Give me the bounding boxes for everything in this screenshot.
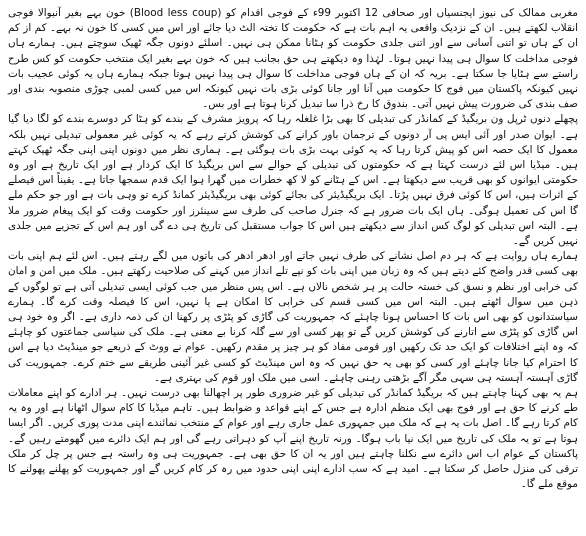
article-paragraph-3: ہمارے ہاں روایت ہے کہ ہر دم اصل نشانے کی طرف نہیں جاتے اور ادھر ادھر کی باتوں میں لگے رہتے ہیں۔ اس لئے ہم اپنی بات بھی کسی قدر واضح کئے دیتے ہیں کہ وہ زبان میں اپنی بات کو نپے تلے انداز میں کہنے کی صلاحیت رکھتے ہیں۔ ملک میں امن و امان کی خرابی اور نظم و نسق کی خستہ حالت پر ہر شخص نالاں ہے۔ اس پس منظر میں جب کوئی ایسی تبدیلی آتی ہے تو لوگوں کے ذہن میں سوال اٹھتے ہیں۔ البتہ اس میں کسی قسم کی خرابی کا امکان ہے یا نہیں، اس کا فیصلہ وقت کرے گا۔ ہمارے سیاستدانوں کو بھی اس بات کا احساس ہونا چاہئے کہ جمہوریت کی گاڑی کو پٹڑی پر رکھنا ان کی ذمہ داری ہے۔ اگر وہ خود ہی اس گاڑی کو پٹڑی سے اتارنے کی کوشش کریں گے تو پھر کسی اور سے گلہ کرنا بے معنی ہے۔ ملک کی سیاسی جماعتوں کو چاہئے کہ وہ اپنے اختلافات کو ایک حد تک رکھیں اور قومی مفاد کو ہر چیز پر مقدم رکھیں۔ عوام نے ووٹ کے ذریعے جو مینڈیٹ دیا ہے اس کا احترام کیا جانا چاہئے اور کسی کو بھی یہ حق نہیں کہ وہ اس مینڈیٹ کو کسی غیر آئینی طریقے سے ختم کرے۔ جمہوریت کی گاڑی آہستہ آہستہ ہی سہی مگر آگے بڑھتی رہنی چاہئے۔ اسی میں ملک اور قوم کی بہتری ہے۔: [8, 250, 578, 384]
article-paragraph-4: ہم یہ بھی کہنا چاہتے ہیں کہ بریگیڈ کمانڈر کی تبدیلی کو غیر ضروری طور پر اچھالنا بھی درست نہیں۔ ہر ادارے کو اپنے معاملات طے کرنے کا حق ہے اور فوج بھی ایک منظم ادارہ ہے جس کے اپنے قواعد و ضوابط ہیں۔ تاہم میڈیا کا کام سوال اٹھانا ہے اور وہ یہ کام کرتا رہے گا۔ اصل بات یہ ہے کہ ملک میں جمہوری عمل جاری رہے اور عوام کے منتخب نمائندے اپنی مدت پوری کریں۔ اگر ایسا ہوتا ہے تو یہ ملک کی تاریخ میں ایک نیا باب ہوگا۔ ورنہ تاریخ اپنے آپ کو دہراتی رہے گی اور ہم ایک دائرے میں گھومتے رہیں گے۔ پاکستان کے عوام اب اس دائرے سے نکلنا چاہتے ہیں اور یہ ان کا حق بھی ہے۔ جمہوریت ہی وہ راستہ ہے جس پر چل کر ملک ترقی کی منزل حاصل کر سکتا ہے۔ امید ہے کہ سب ادارے اپنی اپنی حدود میں رہ کر کام کریں گے اور جمہوریت کو پھلنے پھولنے کا موقع ملے گا۔: [8, 387, 578, 491]
article-paragraph-2: پچھلے دنوں ٹرپل ون بریگیڈ کے کمانڈر کی تبدیلی کا بھی بڑا غلغلہ رہا کہ پرویز مشرف کے بندے کو ہٹا کر دوسرے بندے کو لگا دیا گیا ہے۔ ایوان صدر اور آئی ایس پی آر دونوں کے ترجمان باور کرانے کی کوشش کرتے رہے کہ یہ کوئی غیر معمولی تبدیلی نہیں بلکہ معمول کا ایک حصہ اس کو پیش کرتا رہا کہ یہ کوئی بہت بڑی بات ہوگئی ہے۔ ہماری نظر میں دونوں اپنی اپنی جگہ ٹھیک کہتے ہیں۔ میڈیا اس لئے درست کہتا ہے کہ حکومتوں کی تبدیلی کے حوالے سے اس بریگیڈ کا ایک کردار ہے اور ایک تاریخ ہے اور وہ حکومتی ایوانوں کو بھی قریب سے دیکھتا ہے۔ اس کے ہٹانے کو لا کھ خطرات میں گھرا ہوا ایک قدم سمجھا جاتا ہے۔ یقیناً اس فیصلے کے اثرات ہیں، اس کا کوئی فرق نہیں پڑتا۔ ایک بریگیڈیئر کی بجائے کوئی بھی بریگیڈیئر کمانڈ کرے تو وہی بات ہے اور جو حکم ملے گا اس کی تعمیل ہوگی۔ ہاں ایک بات ضرور ہے کہ جنرل صاحب کی طرف سے سینئرز اور حکومت وقت کو ایک پیغام ضرور ملا ہے۔ البتہ اس تبدیلی کو لوگ کس انداز سے دیکھتے ہیں اس کا جواب مستقبل کی تاریخ ہی دے گی اور ہم اس کے تجزیے میں جلدی نہیں کریں گے۔: [8, 113, 578, 248]
article-paragraph-1: مغربی ممالک کی نیوز ایجنسیاں اور صحافی 12 اکتوبر 99ء کے فوجی اقدام کو (Blood less coup) خون بہے بغیر آنیوالا فوجی انقلاب لکھتے ہیں۔ ان کے نزدیک واقعی یہ اہم بات ہے کہ حکومت کا تختہ الٹ دیا جائے اور اس میں کسی کا خون نہ بہے۔ کم از کم ان کے ہاں تو اتنی آسانی سے اور اتنی جلدی حکومت کو ہٹانا ممکن ہی نہیں۔ اسلئے دونوں جگہ ٹھیک سوچتے ہیں۔ ہمارے ہاں فوجی مداخلت کا سوال ہی پیدا نہیں ہوتا۔ لہٰذا وہ دیکھتے ہی حق بجانب ہیں کہ خون بہے بغیر ایک منتخب حکومت کو کس طرح راستے سے ہٹایا جا سکتا ہے۔ بریہ کہ ان کے ہاں فوجی مداخلت کا سوال ہی پیدا نہیں ہوتا جبکہ ہمارے ہاں یہ کوئی عجیب بات نہیں کیونکہ پاکستان میں فوج کا حکومت میں آنا اور جانا کوئی بڑی بات نہیں کیونکہ اس میں کسی لمبی چوڑی منصوبہ بندی اور صف بندی کی ضرورت پیش نہیں آتی۔ بندوق کا رخ ذرا سا تبدیل کرنا ہوتا ہے اور بس۔: [8, 7, 578, 111]
